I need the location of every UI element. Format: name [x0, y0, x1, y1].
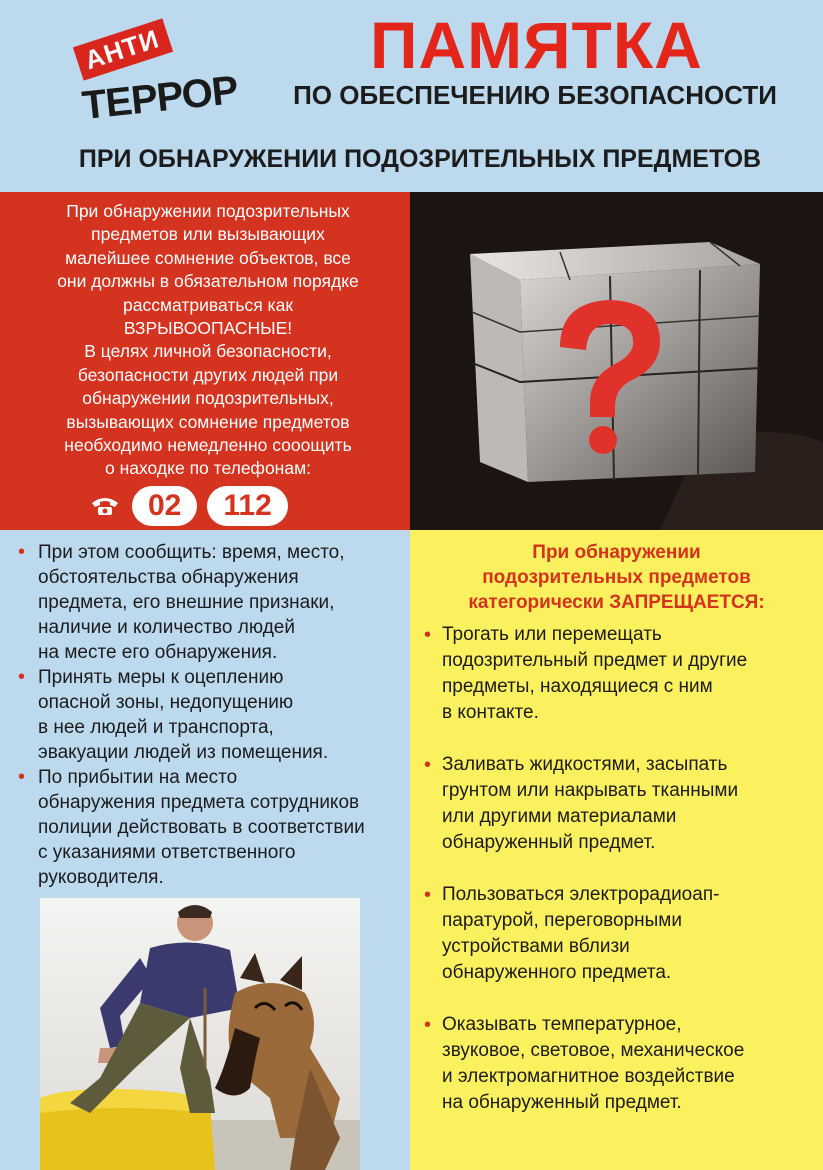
logo-anti-label: АНТИ	[73, 18, 173, 80]
page-subtitle: ПО ОБЕСПЕЧЕНИЮ БЕЗОПАСНОСТИ	[293, 80, 777, 110]
warning-line: При обнаружении подозрительных	[66, 201, 350, 221]
bullet-icon: •	[424, 754, 432, 776]
instructions-section	[0, 530, 410, 1170]
phone-number-02[interactable]: 02	[132, 486, 197, 526]
header	[0, 0, 823, 192]
warning-red-block	[0, 192, 410, 530]
list-item: • Трогать или перемещать подозрительный предмет и другие предметы, находящиеся с ним в контакте.	[424, 624, 748, 723]
bullet-icon: •	[424, 624, 432, 646]
warning-line: В целях личной безопасности,	[84, 341, 332, 362]
list-item: • По прибытии на место обнаружения предмета сотрудников полиции действовать в соответствии с указаниями ответственного руководителя.	[18, 766, 365, 888]
warning-line: безопасности других людей при	[77, 364, 339, 385]
warning-line: ВЗРЫВООПАСНЫЕ!	[123, 318, 293, 339]
warning-line: обнаружении подозрительных,	[82, 388, 334, 409]
officer-with-dog-photo	[40, 898, 360, 1170]
warning-line: рассматриваться как	[123, 294, 293, 315]
page-subtitle-2: ПРИ ОБНАРУЖЕНИИ ПОДОЗРИТЕЛЬНЫХ ПРЕДМЕТОВ	[78, 145, 762, 173]
list-item: • Пользоваться электрорадиоап- паратурой, переговорными устройствами вблизи обнаруженного предмета.	[424, 884, 720, 983]
bullet-icon: •	[424, 884, 432, 906]
prohibitions-heading: При обнаружении подозрительных предметов категорически ЗАПРЕЩАЕТСЯ:	[468, 542, 765, 613]
warning-line: вызывающих сомнение предметов	[66, 411, 350, 432]
prohibitions-section	[410, 530, 823, 1170]
page-title: ПАМЯТКА	[370, 8, 703, 82]
logo-terror-label: ТЕРРОР	[80, 67, 240, 129]
list-item: • Заливать жидкостями, засыпать грунтом или накрывать тканными или другими материалами обнаруженный предмет.	[424, 754, 739, 853]
list-item: • Принять меры к оцеплению опасной зоны, недопущению в нее людей и транспорта, эвакуации людей из помещения.	[18, 666, 329, 763]
bullet-icon: •	[18, 766, 26, 788]
bullet-icon: •	[424, 1014, 432, 1036]
suspicious-package-photo	[410, 192, 823, 530]
warning-line: необходимо немедленно сооощить	[64, 435, 352, 456]
bullet-icon: •	[18, 666, 26, 688]
phone-number-112[interactable]: 112	[207, 486, 287, 526]
telephone-icon	[88, 494, 122, 518]
list-item: • Оказывать температурное, звуковое, световое, механическое и электромагнитное воздействие на обнаруженный предмет.	[424, 1014, 745, 1113]
warning-line: малейшее сомнение объектов, все	[65, 247, 351, 268]
list-item: • При этом сообщить: время, место, обстоятельства обнаружения предмета, его внешние признаки, наличие и количество людей на месте его обнаружения.	[18, 541, 345, 663]
warning-line: они должны в обязательном порядке	[57, 271, 359, 292]
anti-terror-logo	[66, 24, 246, 134]
instructions-list	[18, 540, 406, 890]
warning-text	[30, 200, 386, 481]
phone-numbers	[88, 486, 288, 526]
prohibitions-list	[424, 622, 819, 1142]
warning-line: о находке по телефонам:	[105, 458, 311, 479]
warning-line: предметов или вызывающих	[91, 224, 325, 245]
bullet-icon: •	[18, 541, 26, 563]
